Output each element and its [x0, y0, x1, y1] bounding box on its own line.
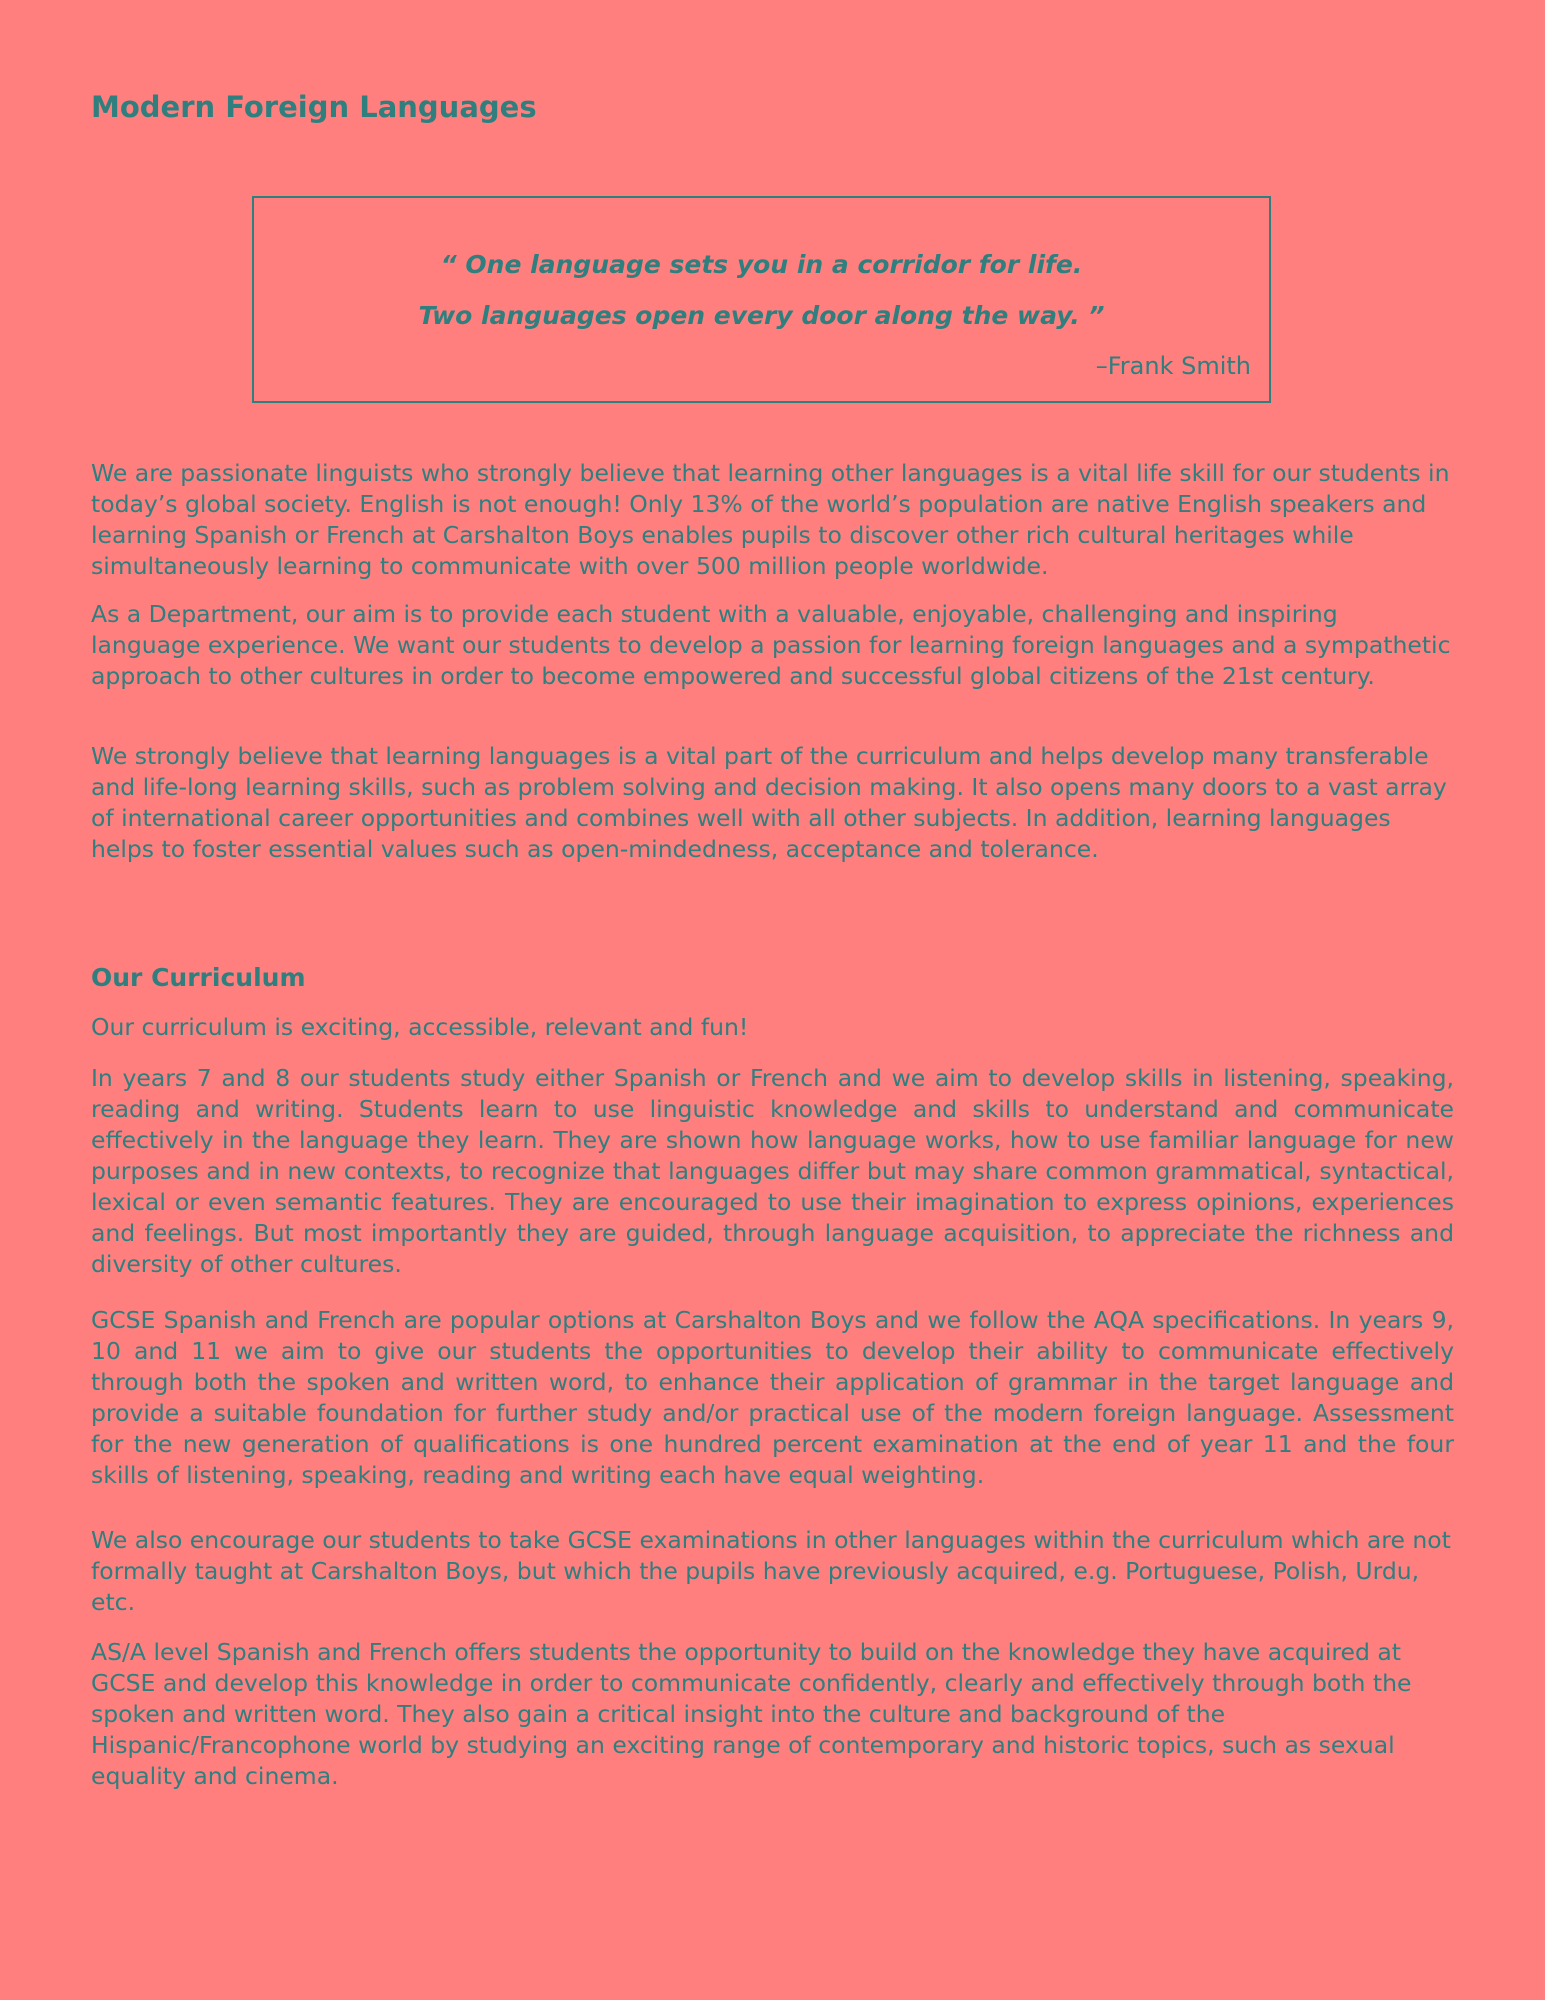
curriculum-paragraph-3: We also encourage our students to take GCSE examinations in other languages within the curriculum which are not formally taught at Carshalton Boys, but which the pupils have previously acquired, e.g. Portuguese, Polish, Urdu, etc. — [91, 1526, 1451, 1616]
page-title: Modern Foreign Languages — [91, 90, 537, 124]
curriculum-tagline: Our curriculum is exciting, accessible, relevant and fun! — [91, 1013, 749, 1041]
quote-line-1: “ One language sets you in a corridor for life. — [440, 250, 1083, 279]
curriculum-paragraph-2: GCSE Spanish and French are popular options at Carshalton Boys and we follow the AQA specifications. In years 9, 10 and 11 we aim to give our students the opportunities to develop their ability to communicate effectively through both the spoken and written word, to enhance their application of grammar in the target language and provide a suitable foundation for further study and/or practical use of the modern foreign language. Assessment for the new generation of qualifications is one hundred percent examination at the end of year 11 and the four skills of listening, speaking, reading and writing each have equal weighting. — [91, 1306, 1454, 1489]
intro-paragraph-2: As a Department, our aim is to provide each student with a valuable, enjoyable, challenging and inspiring language experience. We want our students to develop a passion for learning foreign languages and a sympathetic approach to other cultures in order to become empowered and successful global citizens of the 21st century. — [91, 600, 1451, 690]
curriculum-paragraph-1: In years 7 and 8 our students study either Spanish or French and we aim to develop skills in listening, speaking, reading and writing. Students learn to use linguistic knowledge and skills to understand and communicate effectively in the language they learn. They are shown how language works, how to use familiar language for new purposes and in new contexts, to recognize that languages differ but may share common grammatical, syntactical, lexical or even semantic features. They are encouraged to use their imagination to express opinions, experiences and feelings. But most importantly they are guided, through language acquisition, to appreciate the richness and diversity of other cultures. — [91, 1064, 1454, 1278]
quote-author: –Frank Smith — [1095, 352, 1251, 380]
intro-paragraph-3: We strongly believe that learning languages is a vital part of the curriculum and helps develop many transferable and life-long learning skills, such as problem solving and decision making. It also opens many doors to a vast array of international career opportunities and combines well with all other subjects. In addition, learning languages helps to foster essential values such as open-mindedness, acceptance and tolerance. — [91, 742, 1447, 863]
quote-box — [252, 196, 1271, 403]
quote-line-2: Two languages open every door along the way. ” — [418, 301, 1105, 330]
intro-paragraph-1: We are passionate linguists who strongly believe that learning other languages is a vital life skill for our students in today’s global society. English is not enough! Only 13% of the world’s population are native English speakers and learning Spanish or French at Carshalton Boys enables pupils to discover other rich cultural heritages while simultaneously learning to communicate with over 500 million people worldwide. — [91, 459, 1450, 580]
curriculum-heading: Our Curriculum — [91, 963, 306, 992]
curriculum-paragraph-4: AS/A level Spanish and French offers students the opportunity to build on the knowledge they have acquired at GCSE and develop this knowledge in order to communicate confidently, clearly and effectively through both the spoken and written word. They also gain a critical insight into the culture and background of the Hispanic/Francophone world by studying an exciting range of contemporary and historic topics, such as sexual equality and cinema. — [91, 1638, 1412, 1790]
